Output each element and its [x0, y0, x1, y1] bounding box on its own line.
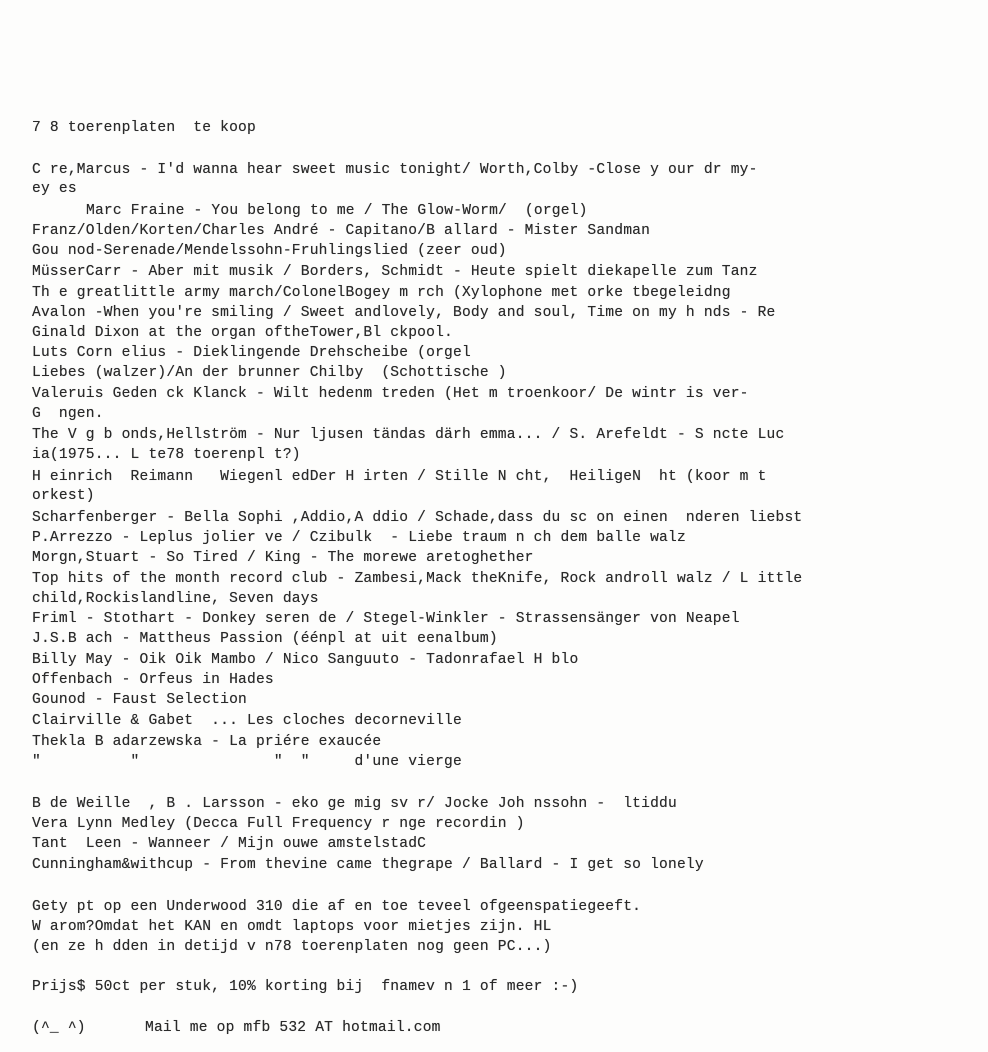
record-line: Luts Corn elius - Dieklingende Drehscheibe (orgel [32, 345, 471, 361]
record-line: Gounod - Faust Selection [32, 692, 247, 708]
record-line: The V g b onds,Hellström - Nur ljusen tändas därh emma... / S. Arefeldt - S ncte Luc [32, 427, 785, 443]
record-line: Cunningham&withcup - From thevine came thegrape / Ballard - I get so lonely [32, 857, 704, 873]
note-line: W arom?Omdat het KAN en omdt laptops voor mietjes zijn. HL [32, 919, 552, 935]
record-line: Franz/Olden/Korten/Charles André - Capitano/B allard - Mister Sandman [32, 223, 651, 239]
record-line: Valeruis Geden ck Klanck - Wilt hedenm treden (Het m troenkoor/ De wintr is ver- [32, 386, 749, 402]
record-line: " " " " d'une vierge [32, 754, 462, 770]
note-line: (en ze h dden in detijd v n78 toerenplaten nog geen PC...) [32, 939, 552, 955]
record-line: Th e greatlittle army march/ColonelBogey m rch (Xylophone met orke tbegeleidng [32, 285, 731, 301]
record-line: Morgn,Stuart - So Tired / King - The morewe aretoghether [32, 550, 534, 566]
price-line: Prijs$ 50ct per stuk, 10% korting bij fnamev n 1 of meer :-) [32, 979, 579, 995]
record-line: Friml - Stothart - Donkey seren de / Stegel-Winkler - Strassensänger von Neapel [32, 611, 740, 627]
record-line: B de Weille , B . Larsson - eko ge mig sv r/ Jocke Joh nssohn - ltiddu [32, 796, 677, 812]
record-line: C re,Marcus - I'd wanna hear sweet music tonight/ Worth,Colby -Close y our dr my- [32, 162, 758, 178]
record-line: Top hits of the month record club - Zambesi,Mack theKnife, Rock androll walz / L ittle [32, 571, 803, 587]
record-line: Clairville & Gabet ... Les cloches decorneville [32, 713, 462, 729]
record-line: Vera Lynn Medley (Decca Full Frequency r nge recordin ) [32, 816, 525, 832]
record-line: H einrich Reimann Wiegenl edDer H irten / Stille N cht, HeiligeN ht (koor m t [32, 469, 767, 485]
record-line: ia(1975... L te78 toerenpl t?) [32, 447, 301, 463]
record-line: Scharfenberger - Bella Sophi ,Addio,A ddio / Schade,dass du sc on einen nderen liebst [32, 510, 803, 526]
record-line: ey es [32, 181, 77, 197]
record-line: J.S.B ach - Mattheus Passion (éénpl at uit eenalbum) [32, 631, 498, 647]
page-title: 7 8 toerenplaten te koop [32, 120, 256, 136]
record-line: Offenbach - Orfeus in Hades [32, 672, 274, 688]
record-line: G ngen. [32, 406, 104, 422]
record-line: Billy May - Oik Oik Mambo / Nico Sanguuto - Tadonrafael H blo [32, 652, 579, 668]
record-line: Marc Fraine - You belong to me / The Glow-Worm/ (orgel) [86, 203, 588, 219]
smiley: (^_ ^) [32, 1020, 86, 1036]
mail-line: Mail me op mfb 532 AT hotmail.com [145, 1020, 441, 1036]
record-line: child,Rockislandline, Seven days [32, 591, 319, 607]
record-line: MüsserCarr - Aber mit musik / Borders, Schmidt - Heute spielt diekapelle zum Tanz [32, 264, 758, 280]
record-line: Ginald Dixon at the organ oftheTower,Bl ckpool. [32, 325, 454, 341]
record-line: Liebes (walzer)/An der brunner Chilby (Schottische ) [32, 365, 507, 381]
record-line: P.Arrezzo - Leplus jolier ve / Czibulk - Liebe traum n ch dem balle walz [32, 530, 686, 546]
note-line: Gety pt op een Underwood 310 die af en toe teveel ofgeenspatiegeeft. [32, 899, 642, 915]
record-line: Avalon -When you're smiling / Sweet andlovely, Body and soul, Time on my h nds - Re [32, 305, 776, 321]
record-line: Thekla B adarzewska - La priére exaucée [32, 734, 382, 750]
record-line: orkest) [32, 488, 95, 504]
record-line: Gou nod-Serenade/Mendelssohn-Fruhlingslied (zeer oud) [32, 243, 507, 259]
record-line: Tant Leen - Wanneer / Mijn ouwe amstelstadC [32, 836, 427, 852]
